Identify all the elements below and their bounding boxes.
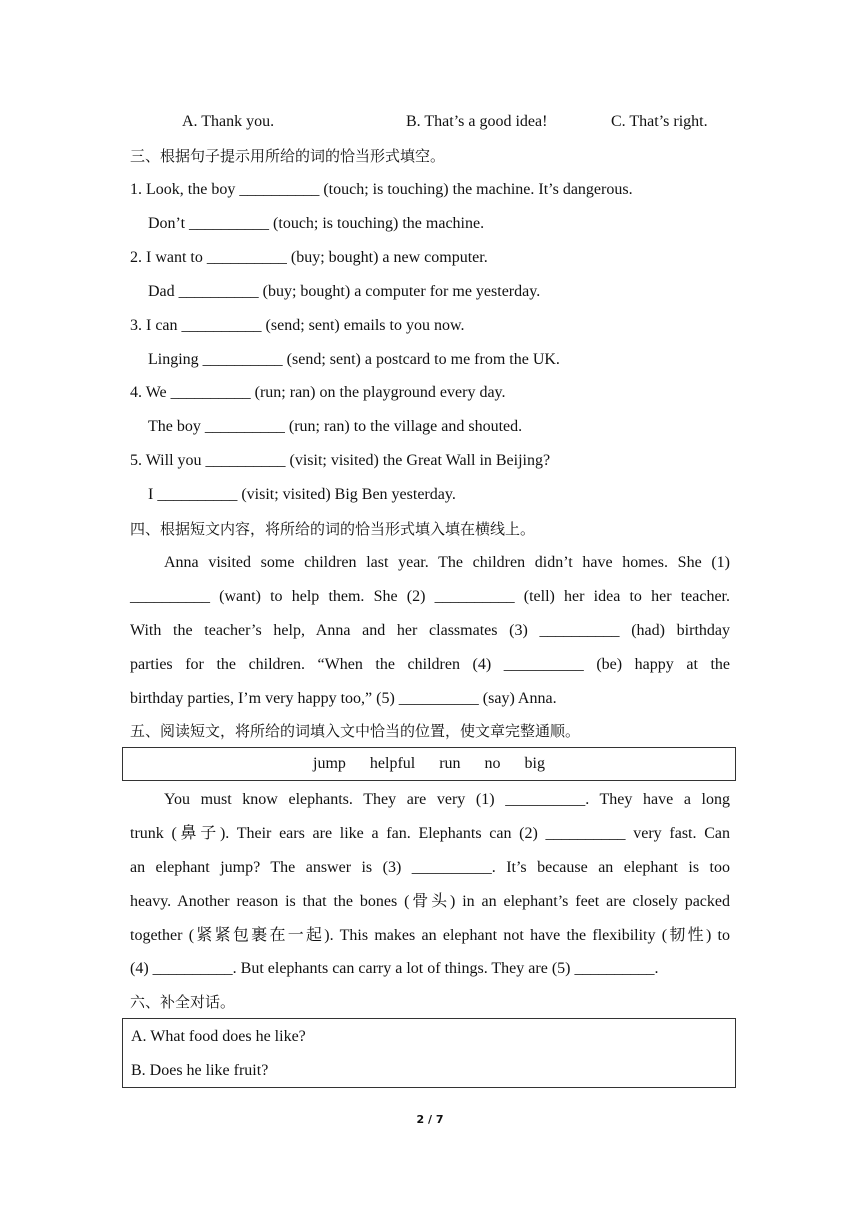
word-bank-word: big	[524, 755, 545, 772]
section3-line: Don’t __________ (touch; is touching) the machine.	[148, 215, 485, 232]
section3-line: Dad __________ (buy; bought) a computer for me yesterday.	[148, 283, 541, 300]
section5-line: (4) __________. But elephants can carry a lot of things. They are (5) __________.	[130, 960, 659, 977]
word-bank-word: no	[484, 755, 501, 772]
section4-line: With the teacher’s help, Anna and her classmates (3) __________ (had) birthday	[130, 622, 730, 639]
section3-line: The boy __________ (run; ran) to the village and shouted.	[148, 418, 523, 435]
section3-line: Linging __________ (send; sent) a postcard to me from the UK.	[148, 351, 560, 368]
section5-line: an elephant jump? The answer is (3) __________. It’s because an elephant is too	[130, 859, 730, 876]
section3-line: 5. Will you __________ (visit; visited) the Great Wall in Beijing?	[130, 452, 551, 469]
section4-line: birthday parties, I’m very happy too,” (5) __________ (say) Anna.	[130, 690, 557, 707]
section3-line: 4. We __________ (run; ran) on the playground every day.	[130, 384, 506, 401]
section3-line: I __________ (visit; visited) Big Ben yesterday.	[148, 486, 456, 503]
word-bank	[122, 747, 736, 781]
section6-heading: 六、补全对话。	[130, 993, 236, 1011]
section4-line: parties for the children. “When the children (4) __________ (be) happy at the	[130, 656, 730, 673]
section5-line: together (紧紧包裹在一起). This makes an elephant not have the flexibility (韧性) to	[130, 927, 730, 944]
section4-line: Anna visited some children last year. The children didn’t have homes. She (1)	[164, 554, 730, 571]
section5-line: trunk (鼻子). Their ears are like a fan. Elephants can (2) __________ very fast. Can	[130, 825, 730, 842]
section5-line: heavy. Another reason is that the bones (骨头) in an elephant’s feet are closely packed	[130, 893, 730, 910]
section4-heading: 四、根据短文内容，将所给的词的恰当形式填入填在横线上。	[130, 520, 536, 538]
page-number: 2 / 7	[416, 1113, 444, 1126]
section3-line: 3. I can __________ (send; sent) emails to you now.	[130, 317, 465, 334]
section3-line: 2. I want to __________ (buy; bought) a new computer.	[130, 249, 488, 266]
dialog-option-a: A. What food does he like?	[131, 1028, 306, 1045]
section5-heading: 五、阅读短文，将所给的词填入文中恰当的位置，使文章完整通顺。	[130, 722, 581, 740]
dialog-option-b: B. Does he like fruit?	[131, 1062, 269, 1079]
word-bank-word: helpful	[369, 755, 416, 772]
word-bank-word: run	[439, 755, 461, 772]
option-b: B. That’s a good idea!	[406, 113, 548, 130]
section3-line: 1. Look, the boy __________ (touch; is touching) the machine. It’s dangerous.	[130, 181, 633, 198]
option-a: A. Thank you.	[182, 113, 275, 130]
section5-line: You must know elephants. They are very (1) __________. They have a long	[164, 791, 730, 808]
word-bank-word: jump	[313, 755, 346, 772]
dialog-options-box	[122, 1018, 736, 1088]
section4-line: __________ (want) to help them. She (2) __________ (tell) her idea to her teacher.	[130, 588, 730, 605]
section3-heading: 三、根据句子提示用所给的词的恰当形式填空。	[130, 147, 446, 165]
option-c: C. That’s right.	[611, 113, 708, 130]
